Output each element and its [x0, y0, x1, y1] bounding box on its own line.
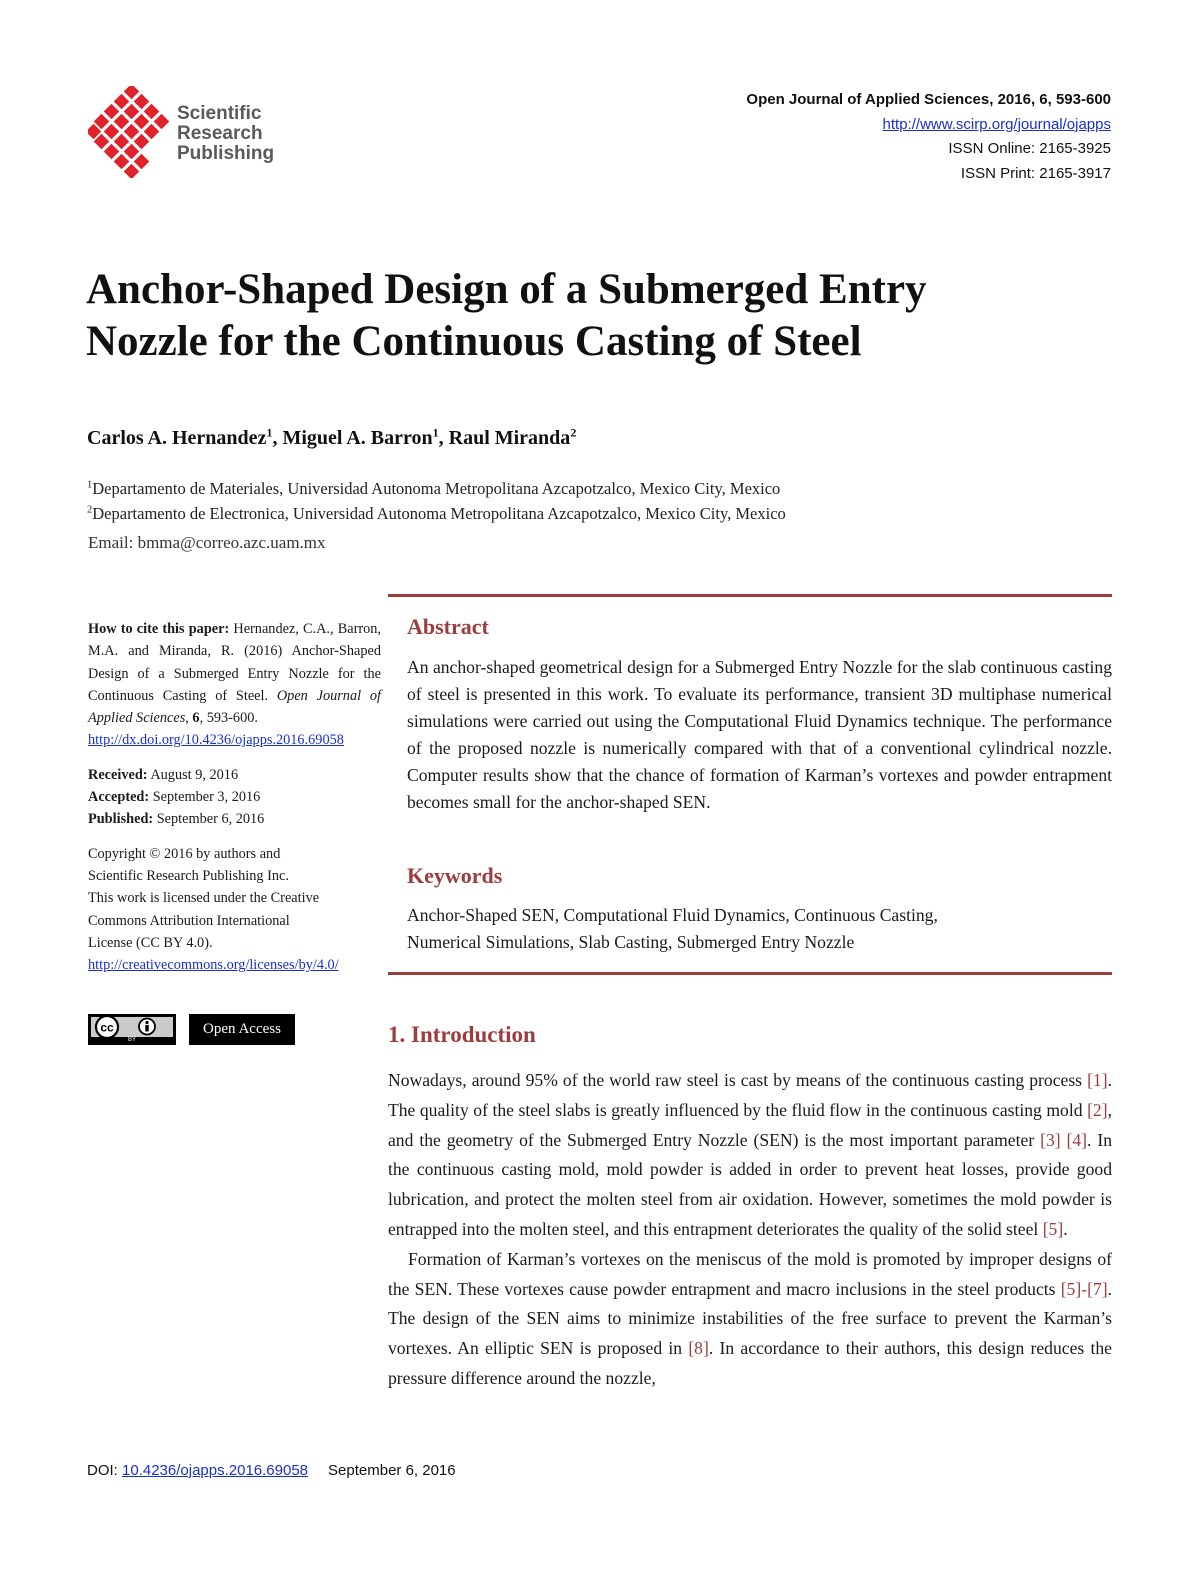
author-name: Carlos A. Hernandez [87, 427, 267, 449]
accepted-value: September 3, 2016 [149, 789, 261, 806]
paragraph-text: Nowadays, around 95% of the world raw steel is cast by means of the continuous casting process [388, 1070, 1088, 1090]
license-block [88, 843, 381, 977]
reference-citation[interactable]: - [1081, 1278, 1088, 1299]
copyright-line: Scientific Research Publishing Inc. [88, 867, 289, 884]
keywords-line: Numerical Simulations, Slab Casting, Submerged Entry Nozzle [407, 932, 855, 952]
article-dates [88, 764, 381, 831]
cc-by-badge[interactable] [88, 1014, 176, 1045]
creative-commons-icon [91, 1017, 173, 1037]
paragraph-text: . In accordance to their authors, this design reduces the pressure difference around the nozzle, [388, 1338, 1112, 1388]
author-affiliation-mark: 1 [432, 425, 439, 440]
author-affiliation-mark: 1 [266, 425, 273, 440]
page-footer [87, 1462, 456, 1479]
affiliation-mark: 2 [87, 504, 93, 516]
cc-by-label: BY [127, 1037, 136, 1043]
citation-journal: Open Journal of Applied Sciences [88, 687, 381, 727]
published-value: September 6, 2016 [153, 811, 265, 828]
publisher-name [177, 104, 274, 164]
author-separator: , [272, 427, 283, 449]
affiliation-text: Departamento de Electronica, Universidad Autonoma Metropolitana Azcapotzalco, Mexico City, Mexico [92, 504, 786, 523]
paragraph [388, 1066, 1112, 1245]
publisher-name-line: Scientific [177, 103, 262, 124]
paragraph-text: . [1063, 1218, 1068, 1239]
author-separator: , [438, 427, 449, 449]
paragraph-text: . In the continuous casting mold, mold powder is added in order to prevent heat losses, provide good lubrication, and protect the molten steel from air oxidation. However, sometimes the mold powder is entrapped into the molten steel, and this entrapment deteriorates the quality of the solid steel [388, 1129, 1113, 1239]
scirp-diamond-logo-icon [88, 86, 170, 178]
reference-citation[interactable]: [5] [1042, 1218, 1064, 1239]
abstract-text: An anchor-shaped geometrical design for a Submerged Entry Nozzle for the slab continuous casting of steel is presented in this work. To evaluate its performance, transient 3D multiphase numerical simulations were carried out using the Computational Fluid Dynamics technique. The performance of the proposed nozzle is numerically compared with that of a conventional cylindrical nozzle. Computer results show that the chance of formation of Karman’s vortexes and powder entrapment becomes small for the anchor-shaped SEN. [407, 657, 1112, 812]
citation-text: Hernandez, C.A., Barron, M.A. and Miranda, R. (2016) Anchor-Shaped Design of a Submerged Entry Nozzle for the Continuous Casting of Steel. [88, 621, 381, 704]
affiliation-text: Departamento de Materiales, Universidad Autonoma Metropolitana Azcapotzalco, Mexico City, Mexico [92, 479, 781, 498]
sidebar-info [88, 618, 381, 976]
affiliation [87, 479, 780, 499]
citation-separator: , [185, 710, 193, 727]
svg-text:cc: cc [100, 1020, 114, 1035]
reference-citation[interactable]: [8] [688, 1338, 709, 1359]
publisher-logo [88, 86, 288, 178]
affiliation-mark: 1 [87, 479, 93, 491]
author-name: Raul Miranda [448, 427, 571, 449]
paragraph [388, 1245, 1112, 1394]
author-list [87, 427, 576, 450]
open-access-badge: Open Access [189, 1014, 295, 1045]
citation-label: How to cite this paper: [88, 621, 230, 637]
doi-link[interactable]: 10.4236/ojapps.2016.69058 [122, 1462, 309, 1479]
copyright-line: License (CC BY 4.0). [88, 934, 213, 951]
license-url-link[interactable]: http://creativecommons.org/licenses/by/4.0/ [88, 957, 339, 974]
introduction-heading: 1. Introduction [388, 1022, 536, 1047]
copyright-line: Commons Attribution International [88, 912, 290, 929]
reference-citation[interactable]: [7] [1087, 1278, 1108, 1299]
paper-title-line: Nozzle for the Continuous Casting of Steel [86, 318, 862, 365]
issn-online: ISSN Online: 2165-3925 [948, 140, 1111, 157]
section-divider [388, 972, 1112, 975]
journal-name: Open Journal of Applied Sciences, 2016, 6, 593-600 [746, 91, 1111, 108]
reference-citation[interactable]: [2] [1087, 1099, 1108, 1120]
reference-citation[interactable]: [5] [1060, 1278, 1082, 1299]
citation-doi-link[interactable]: http://dx.doi.org/10.4236/ojapps.2016.69058 [88, 732, 344, 749]
journal-url-link[interactable]: http://www.scirp.org/journal/ojapps [882, 115, 1111, 133]
reference-citation[interactable]: [3] [1040, 1129, 1061, 1150]
citation-block [88, 618, 381, 752]
footer-date: September 6, 2016 [328, 1462, 456, 1479]
paper-title [86, 264, 1116, 368]
published-label: Published: [88, 811, 154, 828]
copyright-line: Copyright © 2016 by authors and [88, 845, 281, 862]
received-value: August 9, 2016 [147, 766, 239, 783]
publisher-name-line: Research [177, 123, 263, 144]
citation-volume: 6 [192, 710, 200, 727]
received-date [88, 764, 381, 786]
author-affiliation-mark: 2 [570, 425, 577, 440]
doi-label: DOI: [87, 1462, 123, 1479]
copyright-line: This work is licensed under the Creative [88, 890, 320, 907]
received-label: Received: [88, 766, 148, 783]
keywords-line: Anchor-Shaped SEN, Computational Fluid Dynamics, Continuous Casting, [407, 905, 938, 925]
published-date [88, 808, 381, 830]
citation-pages: , 593-600. [199, 710, 258, 727]
paragraph-text: . The quality of the steel slabs is greatly influenced by the fluid flow in the continuous casting mold [388, 1070, 1112, 1120]
license-badges [88, 1014, 388, 1047]
journal-header [746, 88, 1111, 186]
keywords-heading: Keywords [407, 863, 503, 888]
paragraph-text: , and the geometry of the Submerged Entry Nozzle (SEN) is the most important parameter [388, 1099, 1112, 1150]
author-name: Miguel A. Barron [282, 427, 433, 449]
paragraph-text: . The design of the SEN aims to minimize instabilities of the free surface to prevent the Karman’s vortexes. An elliptic SEN is proposed in [388, 1278, 1112, 1359]
affiliation [87, 504, 786, 524]
reference-citation[interactable]: [1] [1087, 1070, 1108, 1090]
keywords-text [407, 902, 1112, 956]
paper-title-line: Anchor-Shaped Design of a Submerged Entry [86, 266, 927, 313]
issn-print: ISSN Print: 2165-3917 [960, 164, 1111, 182]
cc-badge-face [91, 1017, 173, 1037]
introduction-body [388, 1066, 1112, 1394]
accepted-date [88, 786, 381, 808]
corresponding-email: Email: bmma@correo.azc.uam.mx [88, 533, 326, 552]
abstract-heading: Abstract [407, 614, 489, 639]
paragraph-text: Formation of Karman’s vortexes on the meniscus of the mold is promoted by improper designs of the SEN. These vortexes cause powder entrapment and macro inclusions in the steel products [388, 1248, 1112, 1299]
publisher-name-line: Publishing [177, 143, 275, 164]
section-divider [388, 594, 1112, 597]
accepted-label: Accepted: [88, 789, 150, 806]
reference-citation[interactable]: [4] [1066, 1129, 1088, 1150]
